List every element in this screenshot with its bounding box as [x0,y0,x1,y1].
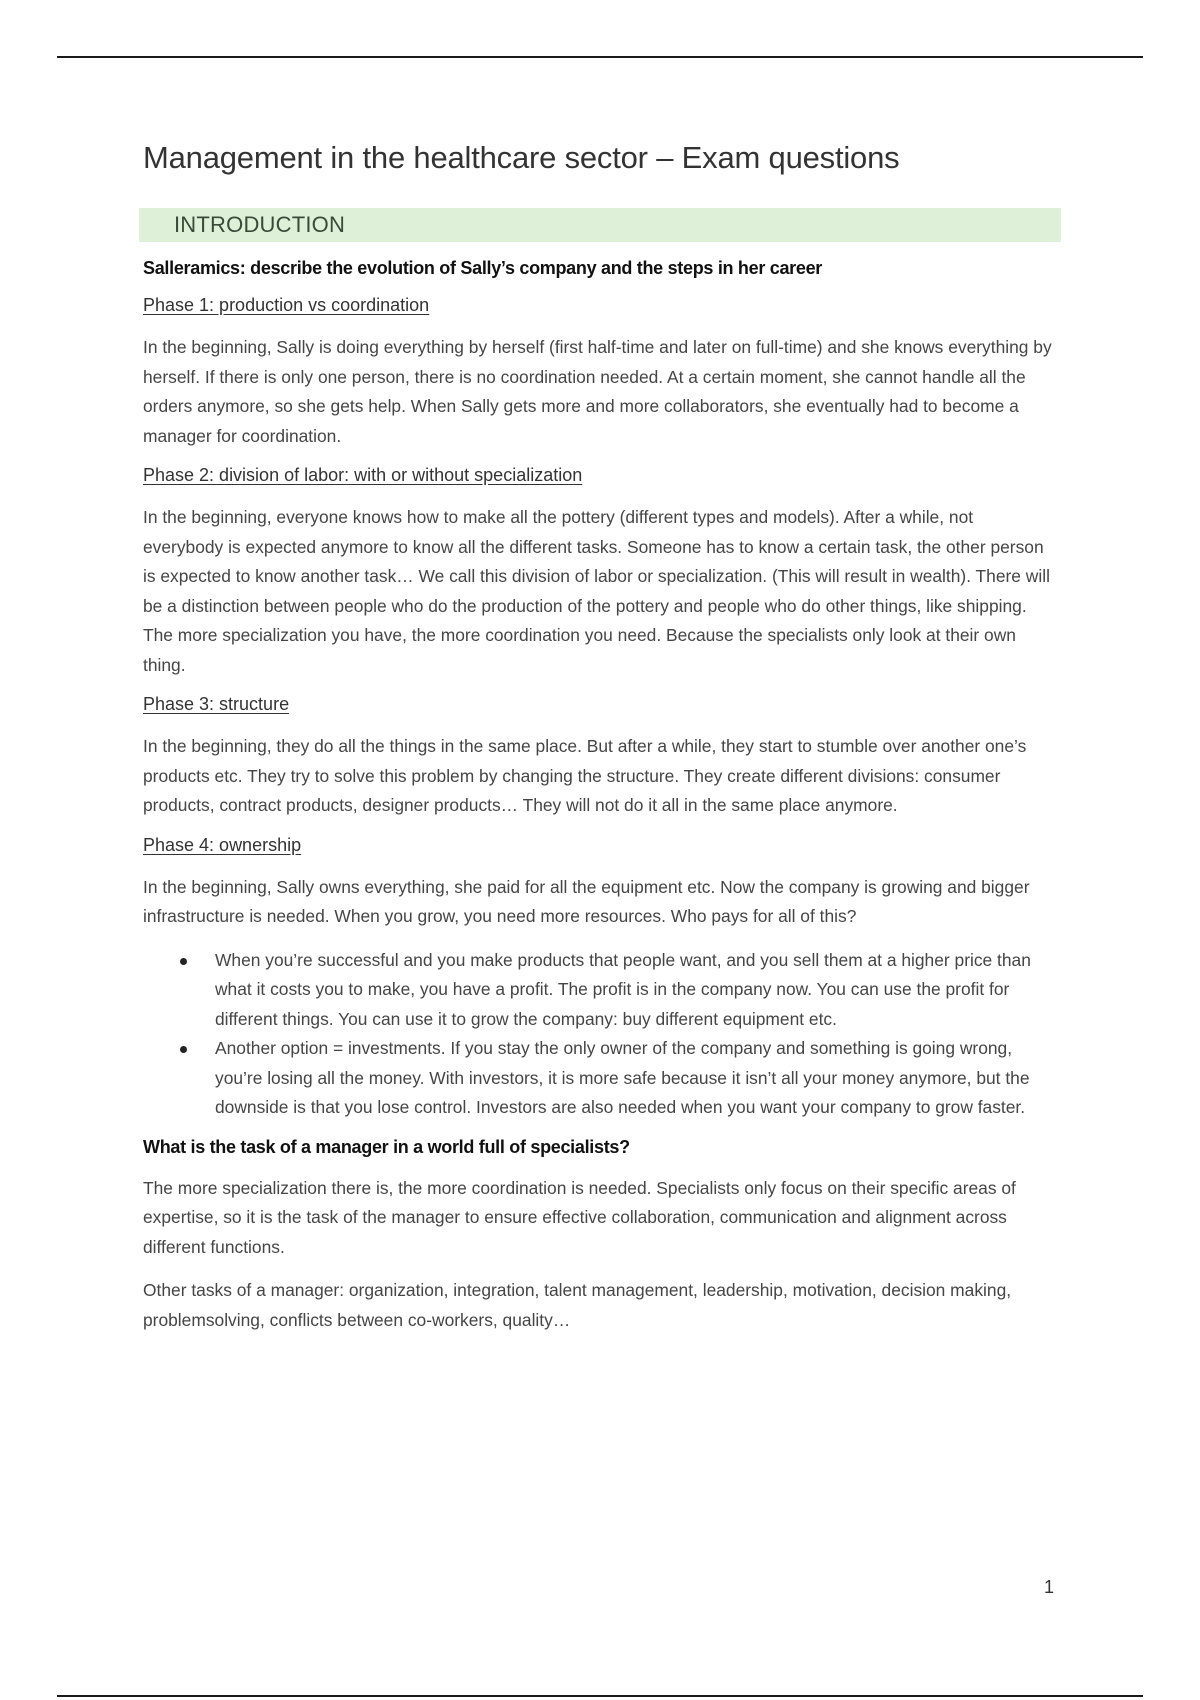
section-heading: INTRODUCTION [174,212,346,237]
document-body [143,140,1058,1349]
list-item [143,946,1058,1035]
answer-paragraph: Other tasks of a manager: organization, integration, talent management, leadership, motivation, decision making, problemsolving, conflicts between co-workers, quality… [143,1280,1012,1330]
phase-paragraph: In the beginning, everyone knows how to make all the pottery (different types and models). After a while, not everybody is expected anymore to know all the different tasks. Someone has to know a certain task, the other person is expected to know another task… We call this division of labor or specialization. (This will result in wealth). There will be a distinction between people who do the production of the pottery and people who do other things, like shipping. The more specialization you have, the more coordination you need. Because the specialists only look at their own thing. [143,507,1050,675]
list-item-text: Another option = investments. If you stay the only owner of the company and something is going wrong, you’re losing all the money. With investors, it is more safe because it isn’t all your money anymore, but the downside is that you lose control. Investors are also needed when you want your company to grow faster. [215,1038,1030,1117]
section-heading-bar [139,208,1061,242]
list-item [143,1034,1058,1123]
page-top-rule [57,56,1143,58]
question-heading: Salleramics: describe the evolution of Sally’s company and the steps in her career [143,258,822,278]
page-bottom-rule [57,1695,1143,1697]
bullet-list [143,946,1058,1123]
phase-heading: Phase 4: ownership [143,834,302,855]
page-number: 1 [1044,1577,1055,1597]
bullet-icon [180,958,187,965]
answer-paragraph: The more specialization there is, the more coordination is needed. Specialists only focus on their specific areas of expertise, so it is the task of the manager to ensure effective collaboration, communication and alignment across different functions. [143,1177,1016,1257]
phase-paragraph: In the beginning, they do all the things in the same place. But after a while, they start to stumble over another one’s products etc. They try to solve this problem by changing the structure. They create different divisions: consumer products, contract products, designer products… They will not do it all in the same place anymore. [143,736,1027,815]
phase-paragraph: In the beginning, Sally owns everything, she paid for all the equipment etc. Now the company is growing and bigger infrastructure is needed. When you grow, you need more resources. Who pays for all of this? [143,876,1030,926]
phase-heading: Phase 1: production vs coordination [143,295,430,315]
phase-heading: Phase 2: division of labor: with or without specialization [143,465,583,485]
phase-heading: Phase 3: structure [143,694,290,714]
bullet-icon [180,1046,187,1053]
question-heading: What is the task of a manager in a world full of specialists? [143,1136,630,1157]
list-item-text: When you’re successful and you make products that people want, and you sell them at a higher price than what it costs you to make, you have a profit. The profit is in the company now. You can use the profit for different things. You can use it to grow the company: buy different equipment etc. [215,949,1031,1029]
phase-paragraph: In the beginning, Sally is doing everything by herself (first half-time and later on full-time) and she knows everything by herself. If there is only one person, there is no coordination needed. At a certain moment, she cannot handle all the orders anymore, so she gets help. When Sally gets more and more collaborators, she eventually had to become a manager for coordination. [143,337,1052,446]
document-title: Management in the healthcare sector – Exam questions [143,140,900,175]
